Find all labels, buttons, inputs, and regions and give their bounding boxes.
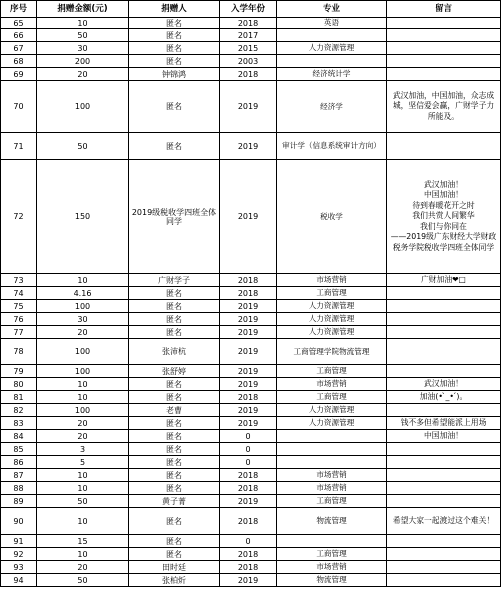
cell-amount: 10 [37, 378, 129, 391]
cell-year: 2019 [220, 339, 277, 365]
table-row [1, 42, 501, 55]
cell-message [387, 443, 501, 456]
cell-amount: 100 [37, 365, 129, 378]
cell-amount: 20 [37, 68, 129, 81]
cell-major: 工商管理学院物流管理 [277, 339, 387, 365]
cell-no: 74 [1, 287, 37, 300]
cell-year: 2018 [220, 482, 277, 495]
cell-donor: 匿名 [129, 469, 220, 482]
cell-donor: 匿名 [129, 535, 220, 548]
header-major: 专业 [277, 1, 387, 18]
cell-no: 90 [1, 508, 37, 535]
cell-no: 81 [1, 391, 37, 404]
cell-no: 66 [1, 29, 37, 42]
cell-amount: 20 [37, 561, 129, 574]
cell-donor: 匿名 [129, 133, 220, 160]
cell-amount: 20 [37, 326, 129, 339]
cell-major: 工商管理 [277, 548, 387, 561]
cell-amount: 100 [37, 339, 129, 365]
cell-no: 91 [1, 535, 37, 548]
cell-major: 物流管理 [277, 574, 387, 587]
cell-message: 武汉加油，中国加油，众志成城，坚信爱会赢，广财学子力所能及。 [387, 81, 501, 133]
table-body [1, 18, 501, 587]
cell-year: 2018 [220, 548, 277, 561]
cell-message [387, 313, 501, 326]
cell-message: 中国加油！ [387, 430, 501, 443]
cell-no: 89 [1, 495, 37, 508]
cell-donor: 张沛杭 [129, 339, 220, 365]
table-row [1, 133, 501, 160]
cell-amount: 50 [37, 133, 129, 160]
table-row [1, 313, 501, 326]
cell-no: 79 [1, 365, 37, 378]
cell-major: 税收学 [277, 160, 387, 274]
cell-year: 2019 [220, 313, 277, 326]
cell-major: 经济学 [277, 81, 387, 133]
cell-donor: 匿名 [129, 313, 220, 326]
cell-amount: 50 [37, 29, 129, 42]
cell-year: 2019 [220, 365, 277, 378]
cell-no: 73 [1, 274, 37, 287]
cell-donor: 匿名 [129, 430, 220, 443]
cell-amount: 150 [37, 160, 129, 274]
cell-donor: 匿名 [129, 29, 220, 42]
cell-year: 2019 [220, 326, 277, 339]
table-row [1, 456, 501, 469]
cell-donor: 匿名 [129, 81, 220, 133]
cell-major: 人力资源管理 [277, 313, 387, 326]
cell-donor: 匿名 [129, 443, 220, 456]
cell-year: 2019 [220, 495, 277, 508]
cell-message: 武汉加油！ 中国加油！ 待到春暖花开之时 我们共赏人间繁华 我们与你同在 ——2019级广东财经大学财政税务学院税收学四班全体同学 [387, 160, 501, 274]
table-row [1, 81, 501, 133]
cell-year: 2019 [220, 417, 277, 430]
cell-message [387, 495, 501, 508]
cell-amount: 3 [37, 443, 129, 456]
cell-year: 2018 [220, 68, 277, 81]
cell-no: 86 [1, 456, 37, 469]
table-row [1, 482, 501, 495]
cell-message [387, 404, 501, 417]
cell-amount: 15 [37, 535, 129, 548]
table-row [1, 430, 501, 443]
table-row [1, 339, 501, 365]
cell-donor: 2019级税收学四班全体同学 [129, 160, 220, 274]
table-row [1, 561, 501, 574]
cell-donor: 老曹 [129, 404, 220, 417]
cell-amount: 50 [37, 574, 129, 587]
cell-message [387, 287, 501, 300]
cell-major: 工商管理 [277, 365, 387, 378]
cell-message [387, 548, 501, 561]
cell-donor: 匿名 [129, 456, 220, 469]
cell-major [277, 443, 387, 456]
table-row [1, 574, 501, 587]
cell-no: 80 [1, 378, 37, 391]
cell-year: 2019 [220, 160, 277, 274]
cell-donor: 张舒婷 [129, 365, 220, 378]
header-row [1, 1, 501, 18]
cell-no: 76 [1, 313, 37, 326]
cell-amount: 30 [37, 313, 129, 326]
cell-amount: 20 [37, 417, 129, 430]
cell-no: 75 [1, 300, 37, 313]
cell-amount: 10 [37, 274, 129, 287]
cell-no: 71 [1, 133, 37, 160]
table-row [1, 404, 501, 417]
table-row [1, 18, 501, 29]
cell-message: 希望大家一起渡过这个难关！ [387, 508, 501, 535]
table-row [1, 326, 501, 339]
cell-major: 市场营销 [277, 482, 387, 495]
cell-message [387, 456, 501, 469]
cell-donor: 广财学子 [129, 274, 220, 287]
cell-year: 2019 [220, 574, 277, 587]
cell-major: 审计学（信息系统审计方向） [277, 133, 387, 160]
cell-year: 2003 [220, 55, 277, 68]
cell-year: 0 [220, 443, 277, 456]
cell-no: 94 [1, 574, 37, 587]
cell-message [387, 29, 501, 42]
cell-year: 2018 [220, 391, 277, 404]
cell-year: 2019 [220, 300, 277, 313]
cell-no: 85 [1, 443, 37, 456]
cell-no: 70 [1, 81, 37, 133]
cell-donor: 匿名 [129, 42, 220, 55]
cell-major: 人力资源管理 [277, 42, 387, 55]
cell-amount: 10 [37, 391, 129, 404]
table-row [1, 29, 501, 42]
cell-amount: 200 [37, 55, 129, 68]
cell-amount: 20 [37, 430, 129, 443]
cell-message [387, 469, 501, 482]
cell-amount: 100 [37, 81, 129, 133]
cell-amount: 4.16 [37, 287, 129, 300]
cell-no: 82 [1, 404, 37, 417]
cell-donor: 黄子菁 [129, 495, 220, 508]
cell-major: 市场营销 [277, 378, 387, 391]
cell-year: 2018 [220, 561, 277, 574]
cell-message: 加油(• ̀_• ́)。 [387, 391, 501, 404]
cell-donor: 匿名 [129, 508, 220, 535]
cell-message [387, 42, 501, 55]
cell-major: 市场营销 [277, 561, 387, 574]
cell-major [277, 55, 387, 68]
cell-message [387, 68, 501, 81]
cell-no: 83 [1, 417, 37, 430]
header-year: 入学年份 [220, 1, 277, 18]
table-row [1, 287, 501, 300]
cell-no: 92 [1, 548, 37, 561]
cell-amount: 5 [37, 456, 129, 469]
table-row [1, 548, 501, 561]
cell-message [387, 18, 501, 29]
cell-amount: 50 [37, 495, 129, 508]
cell-no: 88 [1, 482, 37, 495]
cell-donor: 匿名 [129, 18, 220, 29]
cell-amount: 100 [37, 404, 129, 417]
cell-year: 2019 [220, 81, 277, 133]
cell-message [387, 300, 501, 313]
cell-no: 68 [1, 55, 37, 68]
cell-major [277, 29, 387, 42]
cell-major: 工商管理 [277, 391, 387, 404]
table-row [1, 443, 501, 456]
cell-year: 2019 [220, 404, 277, 417]
cell-donor: 匿名 [129, 55, 220, 68]
cell-donor: 匿名 [129, 417, 220, 430]
cell-no: 93 [1, 561, 37, 574]
cell-major: 经济统计学 [277, 68, 387, 81]
cell-message [387, 55, 501, 68]
table-row [1, 274, 501, 287]
table-row [1, 68, 501, 81]
cell-amount: 10 [37, 18, 129, 29]
table-row [1, 391, 501, 404]
cell-donor: 张柏炘 [129, 574, 220, 587]
cell-amount: 10 [37, 508, 129, 535]
cell-major: 物流管理 [277, 508, 387, 535]
cell-major: 工商管理 [277, 495, 387, 508]
cell-year: 2017 [220, 29, 277, 42]
cell-message: 广财加油❤︎□ [387, 274, 501, 287]
table-row [1, 469, 501, 482]
cell-year: 2018 [220, 274, 277, 287]
cell-message [387, 339, 501, 365]
cell-year: 2018 [220, 469, 277, 482]
cell-major: 人力资源管理 [277, 300, 387, 313]
table-row [1, 55, 501, 68]
cell-major: 人力资源管理 [277, 326, 387, 339]
cell-no: 67 [1, 42, 37, 55]
cell-donor: 匿名 [129, 378, 220, 391]
cell-no: 87 [1, 469, 37, 482]
cell-message [387, 365, 501, 378]
header-no: 序号 [1, 1, 37, 18]
cell-year: 0 [220, 456, 277, 469]
cell-no: 84 [1, 430, 37, 443]
cell-major [277, 535, 387, 548]
cell-major: 市场营销 [277, 274, 387, 287]
cell-message: 钱不多但希望能派上用场 [387, 417, 501, 430]
cell-no: 69 [1, 68, 37, 81]
cell-major [277, 430, 387, 443]
cell-amount: 10 [37, 482, 129, 495]
cell-message [387, 535, 501, 548]
table-row [1, 160, 501, 274]
table-row [1, 365, 501, 378]
cell-year: 2018 [220, 508, 277, 535]
cell-major: 人力资源管理 [277, 404, 387, 417]
cell-message [387, 326, 501, 339]
cell-year: 2019 [220, 133, 277, 160]
cell-amount: 10 [37, 548, 129, 561]
cell-message [387, 133, 501, 160]
header-message: 留言 [387, 1, 501, 18]
cell-donor: 匿名 [129, 326, 220, 339]
cell-year: 2019 [220, 378, 277, 391]
cell-major [277, 456, 387, 469]
cell-amount: 10 [37, 469, 129, 482]
cell-no: 77 [1, 326, 37, 339]
cell-amount: 100 [37, 300, 129, 313]
cell-donor: 钟锦鸿 [129, 68, 220, 81]
cell-amount: 30 [37, 42, 129, 55]
cell-no: 78 [1, 339, 37, 365]
table-row [1, 378, 501, 391]
cell-message [387, 482, 501, 495]
cell-major: 工商管理 [277, 287, 387, 300]
cell-message [387, 574, 501, 587]
cell-no: 72 [1, 160, 37, 274]
cell-no: 65 [1, 18, 37, 29]
cell-major: 英语 [277, 18, 387, 29]
header-amount: 捐赠金额(元) [37, 1, 129, 18]
header-donor: 捐赠人 [129, 1, 220, 18]
cell-donor: 匿名 [129, 548, 220, 561]
table-row [1, 508, 501, 535]
cell-year: 0 [220, 535, 277, 548]
table-row [1, 535, 501, 548]
cell-message: 武汉加油！ [387, 378, 501, 391]
cell-donor: 匿名 [129, 391, 220, 404]
cell-donor: 田时廷 [129, 561, 220, 574]
cell-message [387, 561, 501, 574]
cell-donor: 匿名 [129, 482, 220, 495]
cell-year: 2015 [220, 42, 277, 55]
cell-donor: 匿名 [129, 300, 220, 313]
table-row [1, 495, 501, 508]
table-row [1, 417, 501, 430]
cell-donor: 匿名 [129, 287, 220, 300]
cell-major: 人力资源管理 [277, 417, 387, 430]
cell-year: 2018 [220, 18, 277, 29]
cell-year: 2018 [220, 287, 277, 300]
cell-major: 市场营销 [277, 469, 387, 482]
cell-year: 0 [220, 430, 277, 443]
table-row [1, 300, 501, 313]
